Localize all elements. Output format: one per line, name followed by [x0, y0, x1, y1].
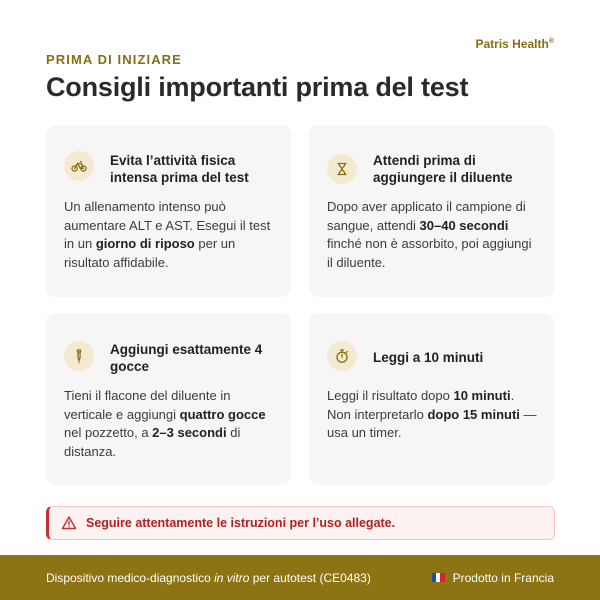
card-text: per un risultato affidabile. — [64, 236, 236, 270]
card-text-bold: quattro gocce — [179, 406, 266, 422]
footer-regulatory-text — [46, 571, 371, 585]
warning-banner — [46, 506, 555, 540]
footer-bar — [0, 555, 600, 600]
card-text: . Non interpretarlo — [327, 388, 515, 422]
card-text-bold: 2–3 secondi — [152, 425, 227, 441]
registered-mark: ® — [548, 38, 554, 45]
footer-text: per autotest (CE0483) — [249, 570, 371, 585]
card-text: Un allenamento intenso può aumentare ALT e AST. Esegui il test in un — [64, 199, 271, 252]
tip-card-exercise — [46, 125, 291, 297]
stopwatch-icon — [327, 341, 357, 371]
warning-text: Seguire attentamente le istruzioni per l’uso allegate. — [86, 516, 396, 530]
card-heading: Evita l’attività fisica intensa prima del test — [110, 153, 249, 185]
card-text: — usa un timer. — [327, 406, 537, 441]
card-heading: Leggi a 10 minuti — [373, 350, 484, 365]
card-text: di distanza. — [64, 425, 241, 459]
card-text: Dopo aver applicato il campione di sangue, attendi — [327, 199, 526, 233]
footer-text-italic: in vitro — [214, 570, 250, 585]
card-text: Tieni il flacone del diluente in verticale e aggiungi — [64, 388, 231, 422]
card-body — [327, 387, 540, 443]
card-text: finché non è assorbito, poi aggiungi il diluente. — [327, 236, 532, 270]
dropper-icon — [64, 341, 94, 371]
origin-text: Prodotto in Francia — [452, 570, 554, 585]
footer-origin — [432, 571, 554, 585]
card-text-bold: dopo 15 minuti — [427, 406, 520, 422]
brand-name: Patris Health — [475, 37, 549, 51]
card-text-bold: giorno di riposo — [95, 236, 195, 252]
card-body — [64, 198, 277, 272]
brand-logo — [475, 37, 554, 51]
footer-text: Dispositivo medico-diagnostico — [46, 570, 215, 585]
tip-card-read-time — [309, 313, 554, 485]
hourglass-icon — [327, 154, 357, 184]
tip-card-drops — [46, 313, 291, 485]
warning-triangle-icon — [61, 515, 77, 531]
card-text: nel pozzetto, a — [64, 425, 153, 441]
card-text: Leggi il risultato dopo — [327, 388, 454, 403]
france-flag-icon — [432, 573, 445, 582]
card-heading: Aggiungi esattamente 4 gocce — [110, 342, 263, 374]
tip-card-wait — [309, 125, 554, 297]
page-title: Consigli importanti prima del test — [46, 72, 469, 102]
card-text-bold: 10 minuti — [453, 388, 511, 403]
card-body — [64, 387, 277, 461]
card-body — [327, 198, 540, 272]
section-kicker: PRIMA DI INIZIARE — [46, 52, 182, 67]
card-text-bold: 30–40 secondi — [419, 217, 509, 233]
bicycle-icon — [64, 151, 94, 181]
card-heading: Attendi prima di aggiungere il diluente — [373, 153, 513, 185]
